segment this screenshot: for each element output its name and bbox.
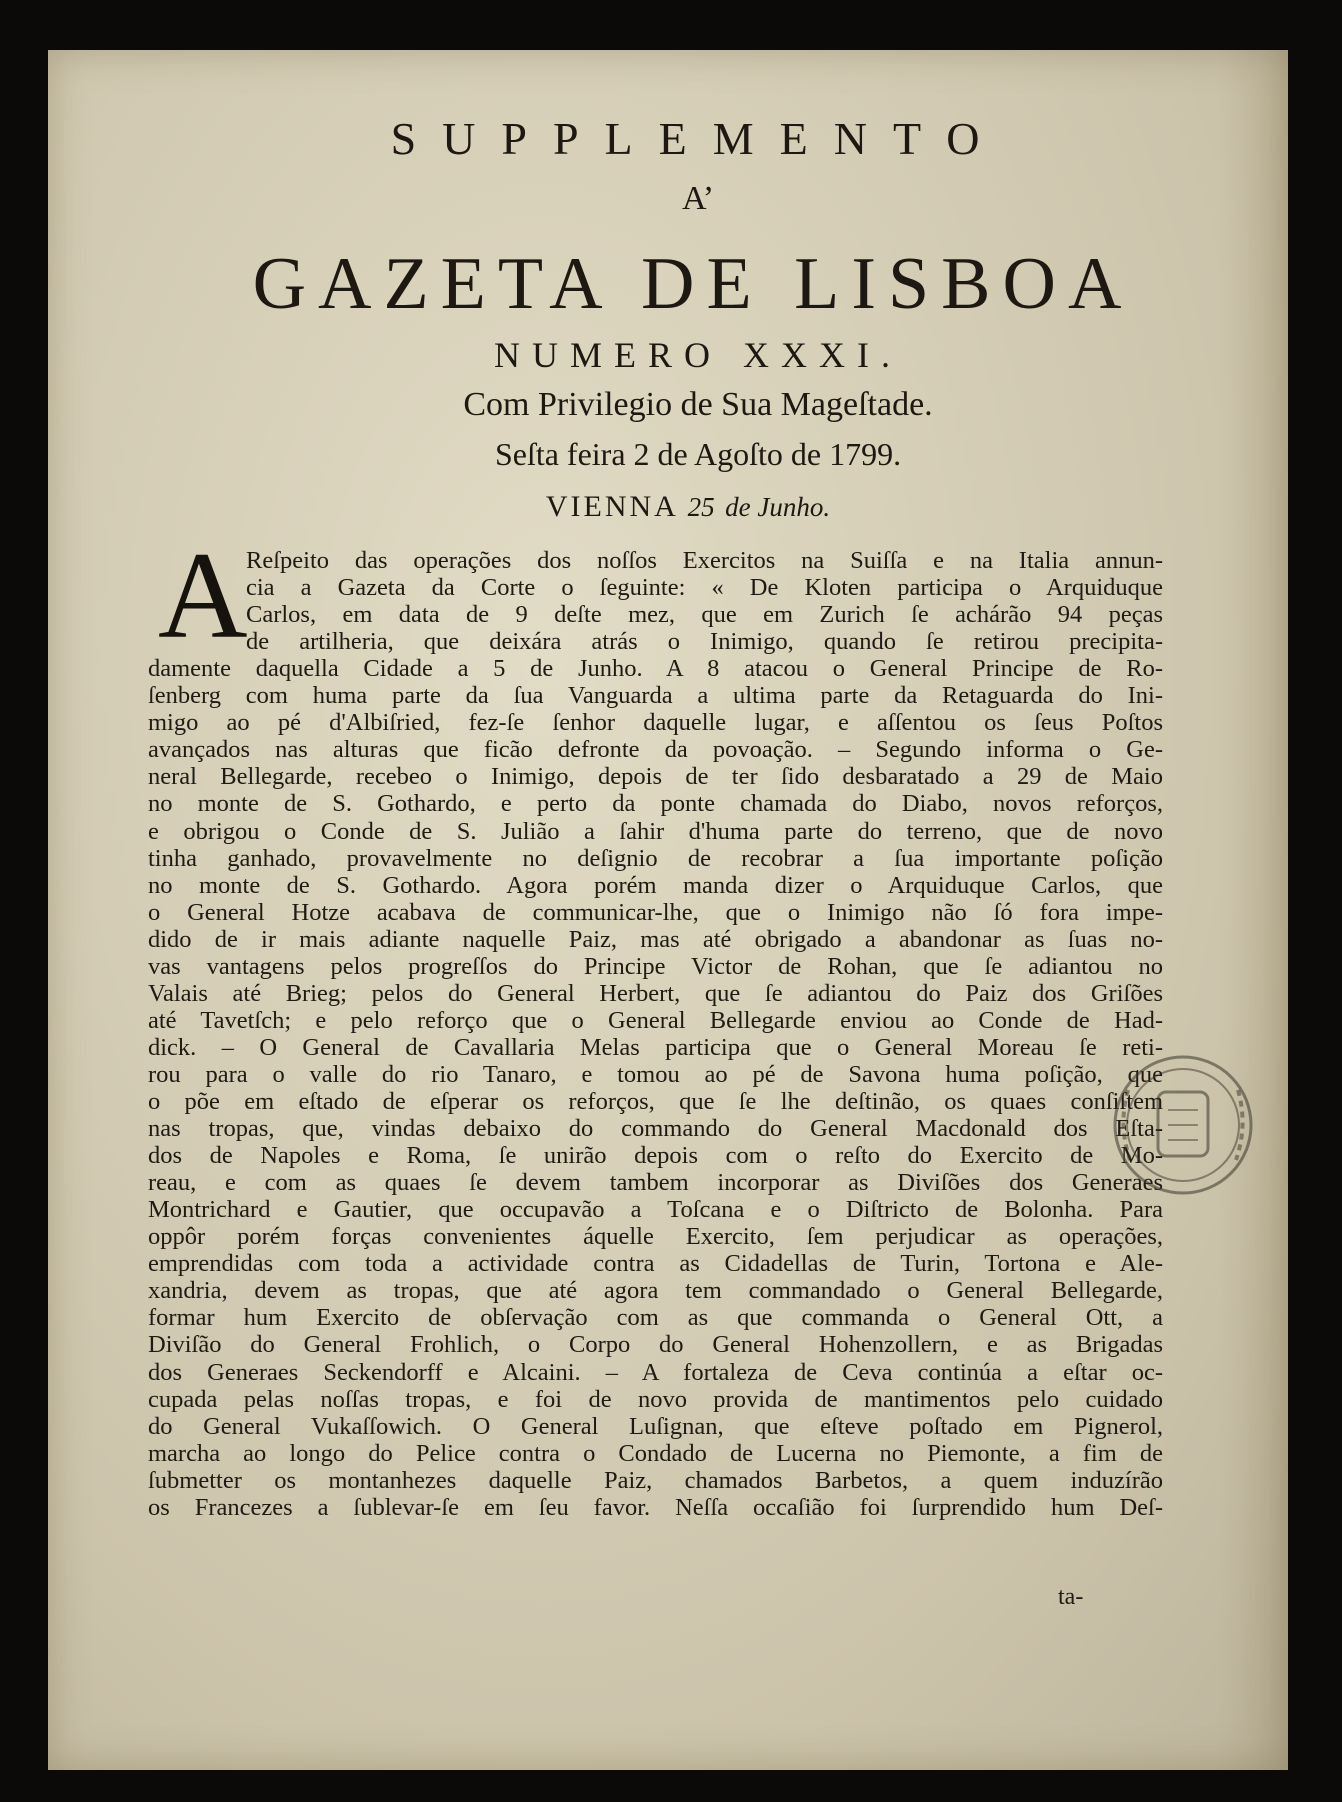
- body-line: cupada pelas noſſas tropas, e foi de novo provida de mantimentos pelo cuidado: [148, 1385, 1163, 1413]
- catchword: ta-: [1058, 1584, 1084, 1610]
- body-line: vas vantagens pelos progreſſos do Principe Victor de Rohan, que ſe adiantou no: [148, 952, 1163, 980]
- body-line: ſenberg com huma parte da ſua Vanguarda a ultima parte da Retaguarda do Ini-: [148, 682, 1163, 710]
- body-line: o General Hotze acabava de communicar-lhe, que o Inimigo não ſó fora impe-: [148, 898, 1163, 926]
- body-line: Valais até Brieg; pelos do General Herbert, que ſe adiantou do Paiz dos Griſões: [148, 979, 1163, 1007]
- body-line: formar hum Exercito de obſervação com as que commanda o General Ott, a: [148, 1304, 1163, 1332]
- library-stamp-seal: [1108, 1050, 1258, 1200]
- body-line: dick. – O General de Cavallaria Melas participa que o General Moreau ſe reti-: [148, 1033, 1163, 1061]
- masthead-title: GAZETA DE LISBOA: [252, 243, 1134, 325]
- body-line: e obrigou o Conde de S. Julião a ſahir d'huma parte do terreno, que de novo: [148, 817, 1163, 845]
- body-line: marcha ao longo do Pelice contra o Condado de Lucerna no Piemonte, a fim de: [148, 1439, 1163, 1467]
- body-line: do General Vukaſſowich. O General Luſignan, que eſteve poſtado em Pignerol,: [148, 1412, 1163, 1440]
- body-line: dido de ir mais adiante naquelle Paiz, mas até obrigado a abandonar as ſuas no-: [148, 925, 1163, 953]
- body-line: reau, e com as quaes ſe devem tambem incorporar as Diviſões dos Generaes: [148, 1169, 1163, 1197]
- body-line: cia a Gazeta da Corte o ſeguinte: « De Kloten participa o Arquiduque: [246, 574, 1163, 602]
- body-line: avançados nas alturas que ficão defronte da povoação. – Segundo informa o Ge-: [148, 736, 1163, 764]
- body-line: emprendidas com toda a actividade contra as Cidadellas de Turin, Tortona e Ale-: [148, 1250, 1163, 1278]
- body-line: dos Generaes Seckendorff e Alcaini. – A fortaleza de Ceva continúa a eſtar oc-: [148, 1358, 1163, 1386]
- body-line: de artilheria, que deixára atrás o Inimigo, quando ſe retirou precipita-: [246, 628, 1163, 656]
- body-line: Montrichard e Gautier, que occupavão a Toſcana e o Diſtricto de Bolonha. Para: [148, 1196, 1163, 1224]
- drop-cap: A: [158, 527, 248, 664]
- body-line: dos de Napoles e Roma, ſe unirão depois com o reſto do Exercito de Mo-: [148, 1142, 1163, 1170]
- body-line: migo ao pé d'Albiſried, fez-ſe ſenhor daquelle lugar, e aſſentou os ſeus Poſtos: [148, 709, 1163, 737]
- body-line: nas tropas, que, vindas debaixo do commando do General Macdonald dos Eſta-: [148, 1115, 1163, 1143]
- body-line: neral Bellegarde, recebeo o Inimigo, depois de ter ſido desbaratado a 29 de Maio: [148, 763, 1163, 791]
- masthead-supplemento: SUPPLEMENTO: [390, 113, 1006, 164]
- issue-number: NUMERO XXXI.: [494, 335, 902, 375]
- issue-date: Seſta feira 2 de Agoſto de 1799.: [494, 436, 902, 472]
- article-body: [48, 50, 1288, 1770]
- body-line: oppôr porém forças convenientes áquelle Exercito, ſem perjudicar as operações,: [148, 1223, 1163, 1251]
- body-line: rou para o valle do rio Tanaro, e tomou ao pé de Savona huma poſição, que: [148, 1060, 1163, 1088]
- body-line: o põe em eſtado de eſperar os reforços, que ſe lhe deſtinão, os quaes conſiſtem: [148, 1088, 1163, 1115]
- body-line: no monte de S. Gothardo, e perto da ponte chamada do Diabo, novos reforços,: [148, 790, 1163, 818]
- royal-privilege: Com Privilegio de Sua Mageſtade.: [463, 386, 933, 423]
- dateline-day: 25: [687, 492, 715, 522]
- newspaper-page: [48, 50, 1288, 1770]
- body-line: os Francezes a ſublevar-ſe em ſeu favor. Neſſa occaſião foi ſurprendido hum Deſ-: [148, 1493, 1163, 1521]
- body-line: Carlos, em data de 9 deſte mez, que em Zurich ſe achárão 94 peças: [246, 601, 1163, 629]
- body-line: ſubmetter os montanhezes daquelle Paiz, chamados Barbetos, a quem induzírão: [148, 1466, 1163, 1494]
- body-line: Diviſão do General Frohlich, o Corpo do General Hohenzollern, e as Brigadas: [148, 1331, 1163, 1359]
- body-line: xandria, devem as tropas, que até agora tem commandado o General Bellegarde,: [148, 1277, 1163, 1305]
- body-line: até Tavetſch; e pelo reforço que o General Bellegarde enviou ao Conde de Had-: [148, 1006, 1163, 1034]
- body-line: no monte de S. Gothardo. Agora porém manda dizer o Arquiduque Carlos, que: [148, 871, 1163, 899]
- dateline-rest: de Junho.: [725, 492, 831, 522]
- masthead-preposition: A’: [681, 180, 715, 217]
- body-line: Reſpeito das operações dos noſſos Exercitos na Suiſſa e na Italia annun-: [246, 547, 1163, 574]
- body-line: tinha ganhado, provavelmente no deſignio de recobrar a ſua importante poſição: [148, 844, 1163, 872]
- dateline-place: VIENNA: [545, 490, 678, 523]
- body-line: damente daquella Cidade a 5 de Junho. A 8 atacou o General Principe de Ro-: [148, 655, 1163, 683]
